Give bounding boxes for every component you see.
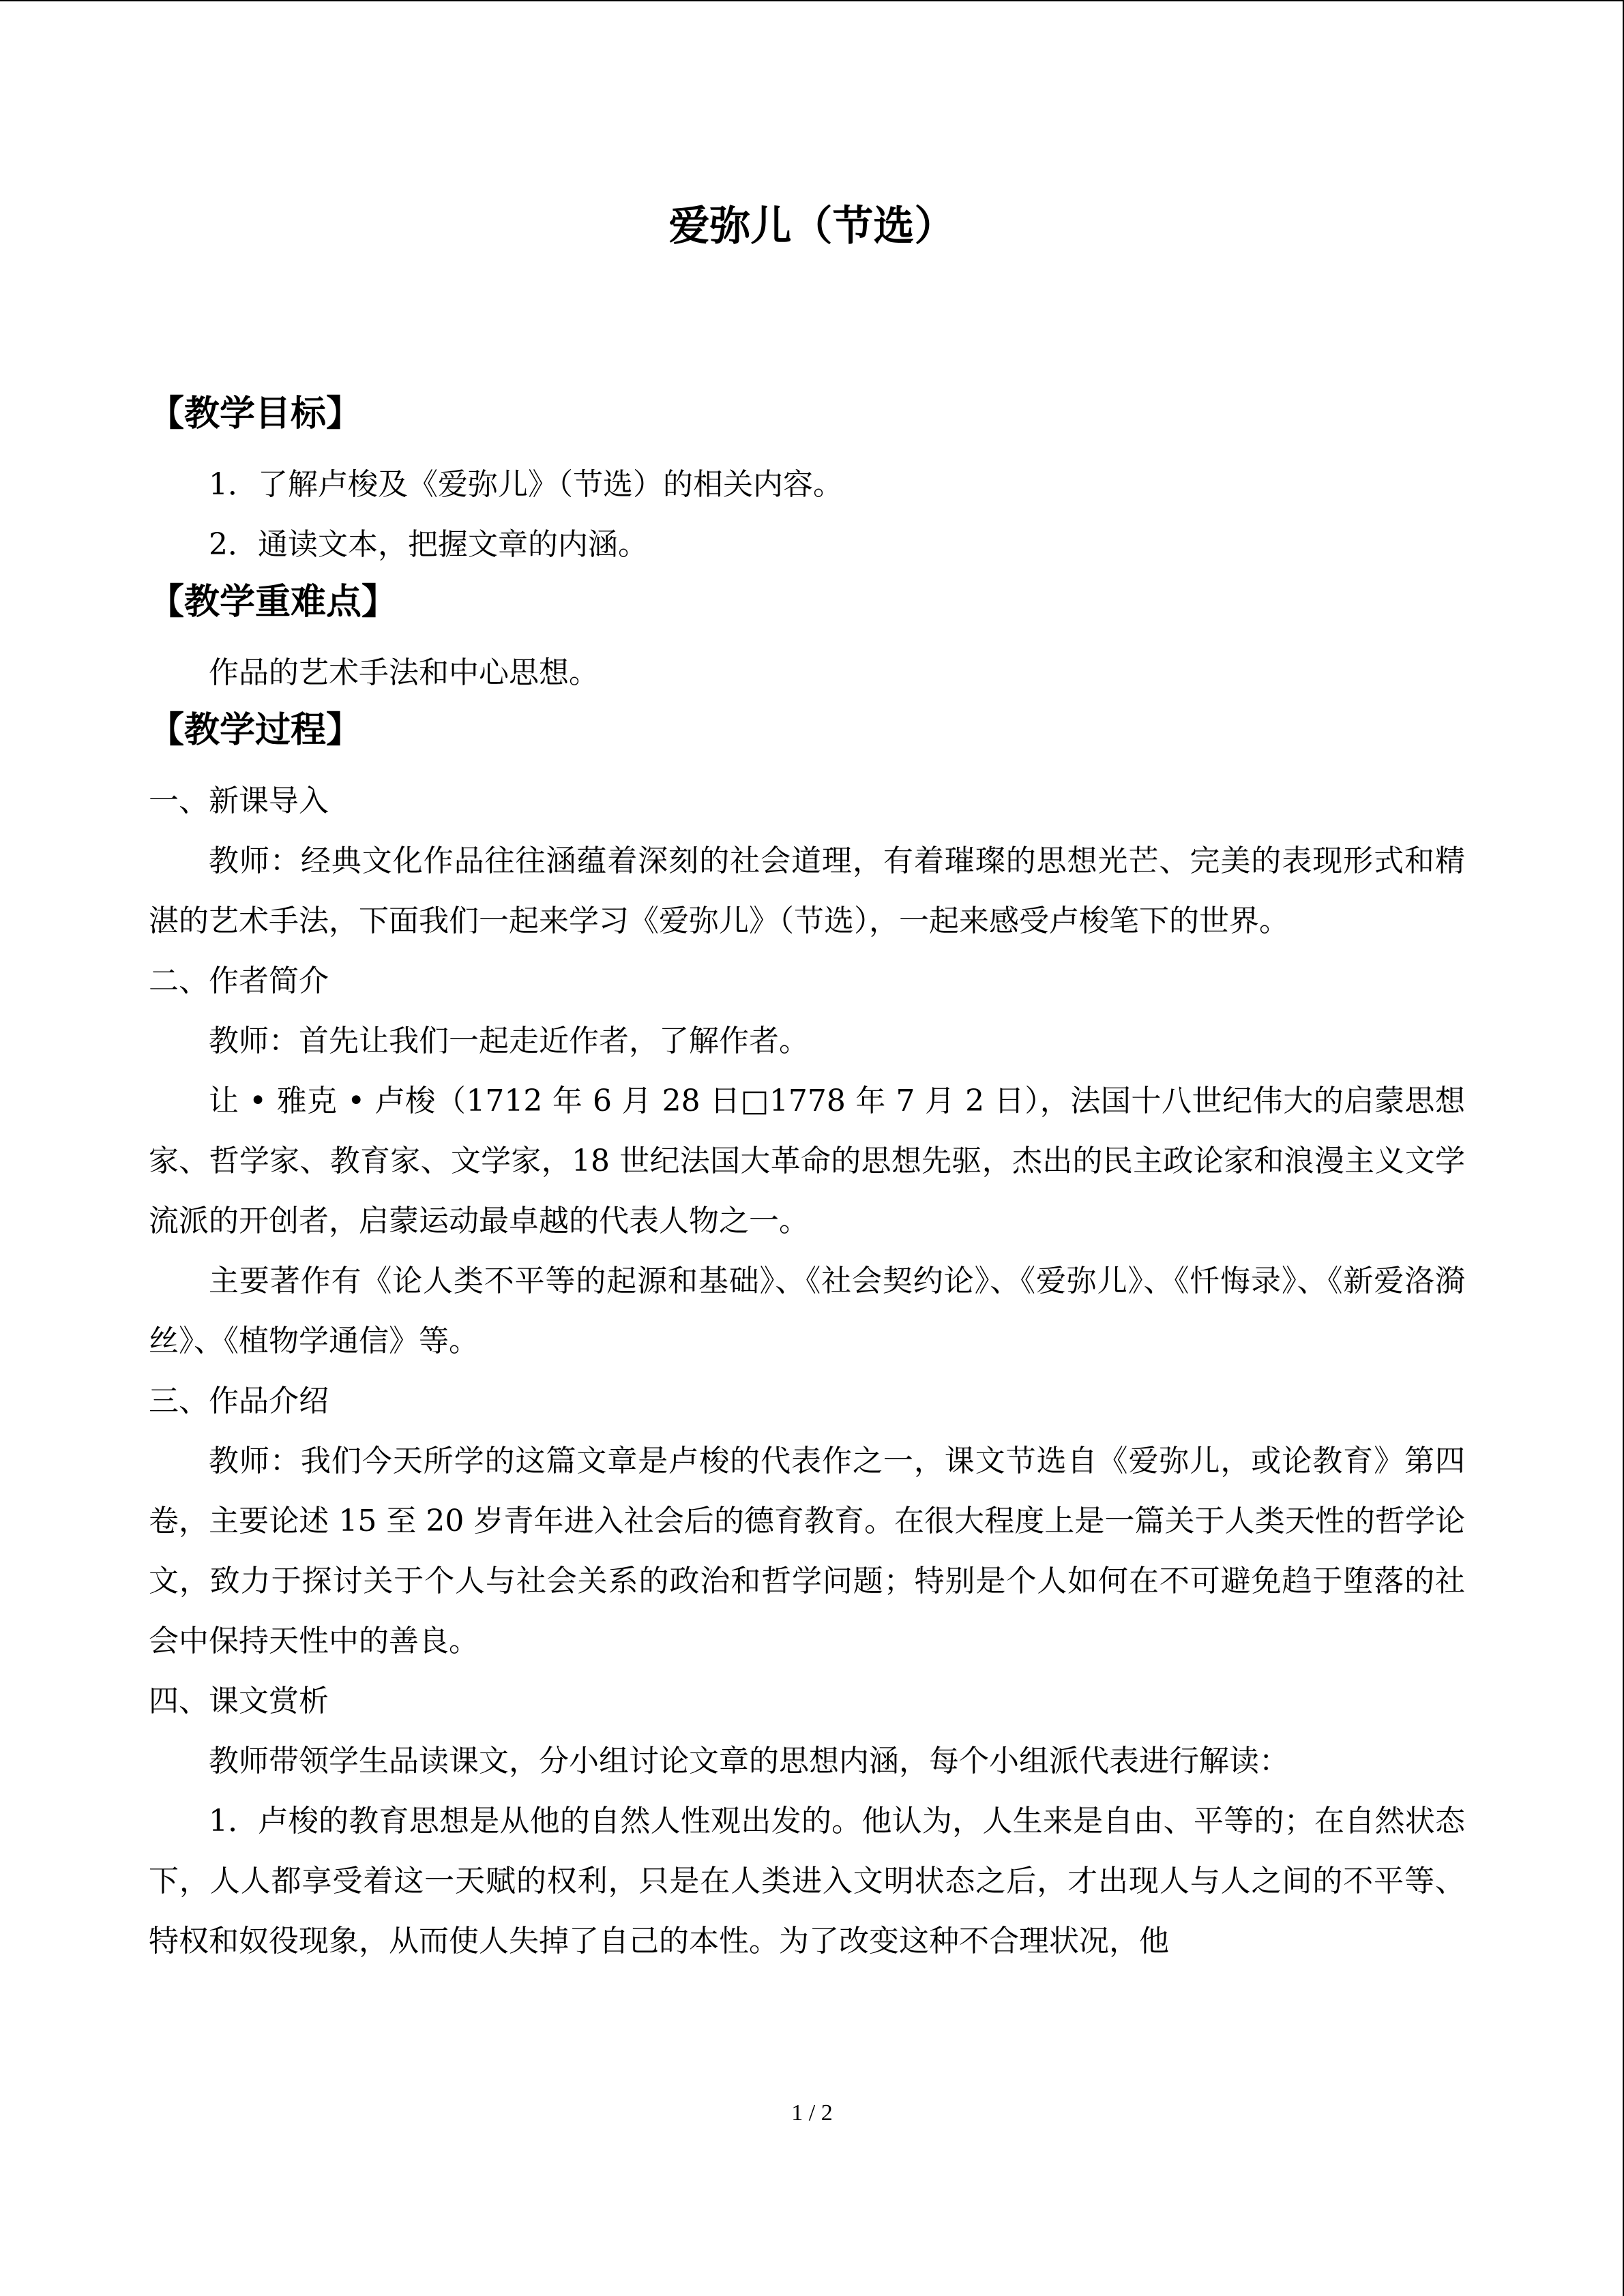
process-paragraph: 教师带领学生品读课文，分小组讨论文章的思想内涵，每个小组派代表进行解读： — [209, 1744, 1289, 1778]
process-paragraph: 教师：经典文化作品往往涵蕴着深刻的社会道理，有着璀璨的思想光芒、完美的表现形式和精湛的艺术手法，下面我们一起来学习《爱弥儿》（节选），一起来感受卢梭笔下的世界。 — [149, 844, 1465, 938]
document-body — [149, 387, 1465, 1971]
section-heading-key-points: 【教学重难点】 — [149, 582, 398, 623]
page-number: 1 / 2 — [791, 2100, 833, 2126]
process-heading-analysis: 四、课文赏析 — [149, 1684, 329, 1718]
process-heading-intro: 一、新课导入 — [149, 784, 329, 818]
process-paragraph: 让 • 雅克 • 卢梭（1712 年 6 月 28 日□1778 年 7 月 2 日），法国十八世纪伟大的启蒙思想家、哲学家、教育家、文学家，18 世纪法国大革命的思想先驱，杰出的民主政论家和浪漫主义文学流派的开创者，启蒙运动最卓越的代表人物之一。 — [149, 1084, 1465, 1238]
page-title: 爱弥儿（节选） — [668, 203, 956, 250]
process-paragraph: 主要著作有《论人类不平等的起源和基础》、《社会契约论》、《爱弥儿》、《忏悔录》、《新爱洛漪丝》、《植物学通信》等。 — [149, 1264, 1465, 1358]
process-heading-work: 三、作品介绍 — [149, 1384, 329, 1418]
process-paragraph: 教师：我们今天所学的这篇文章是卢梭的代表作之一，课文节选自《爱弥儿，或论教育》第四卷，主要论述 15 至 20 岁青年进入社会后的德育教育。在很大程度上是一篇关于人类天性的哲学论文，致力于探讨关于个人与社会关系的政治和哲学问题；特别是个人如何在不可避免趋于堕落的社会中保持天性中的善良。 — [149, 1444, 1465, 1658]
section-heading-objectives: 【教学目标】 — [149, 393, 362, 434]
objective-item: 2．通读文本，把握文章的内涵。 — [209, 527, 648, 562]
section-heading-process: 【教学过程】 — [149, 710, 362, 751]
key-point-item: 作品的艺术手法和中心思想。 — [209, 655, 599, 690]
objective-item: 1．了解卢梭及《爱弥儿》（节选）的相关内容。 — [209, 467, 843, 502]
process-paragraph: 教师：首先让我们一起走近作者，了解作者。 — [209, 1024, 809, 1058]
process-heading-author: 二、作者简介 — [149, 964, 329, 998]
process-paragraph: 1．卢梭的教育思想是从他的自然人性观出发的。他认为，人生来是自由、平等的；在自然状态下，人人都享受着这一天赋的权利，只是在人类进入文明状态之后，才出现人与人之间的不平等、特权和奴役现象，从而使人失掉了自己的本性。为了改变这种不合理状况，他 — [149, 1804, 1465, 1958]
